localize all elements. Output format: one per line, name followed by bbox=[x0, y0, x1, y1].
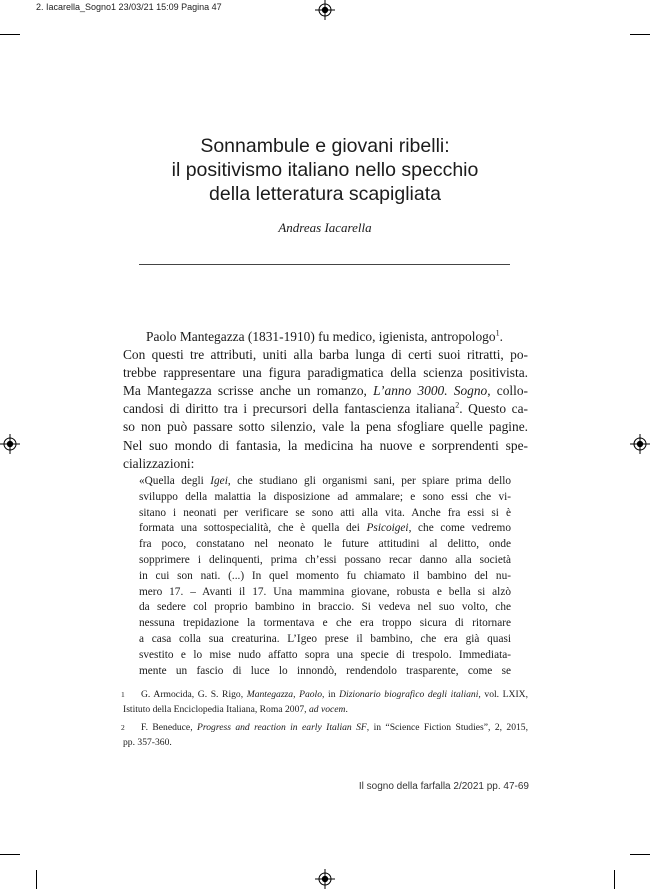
crop-mark bbox=[614, 870, 615, 889]
quote-line: fra poco, constatano nel neonato le future attitudini al delitto, onde bbox=[139, 538, 511, 551]
quote-line: sitano i neonati per verificare se sono atti alla vita. Anche fra essi si è bbox=[139, 506, 511, 519]
quote-line: svestito e lo mise nudo affatto sopra una specie di trespolo. Immediata- bbox=[139, 648, 511, 661]
crop-mark bbox=[630, 34, 650, 35]
quote-line: sopprimere i delinquenti, prima ch’essi possano recar danno alla società bbox=[139, 553, 511, 566]
footnote bbox=[123, 721, 528, 750]
footnote bbox=[123, 688, 528, 717]
text-line: trebbe rappresentare una figura paradigmatica della scienza positivista. bbox=[123, 365, 528, 381]
block-quote bbox=[139, 474, 511, 679]
title-line: il positivismo italiano nello specchio bbox=[171, 159, 479, 181]
print-slug: 2. Iacarella_Sogno1 23/03/21 15:09 Pagina 47 bbox=[36, 2, 222, 12]
footnote-line: F. Beneduce, Progress and reaction in early Italian SF, in “Science Fiction Studies”, 2, 2015, bbox=[141, 722, 528, 733]
footnote-ref: 2 bbox=[455, 400, 460, 410]
footnote-line: G. Armocida, G. S. Rigo, Mantegazza, Paolo, in Dizionario biografico degli italiani, vol. LXIX, bbox=[141, 689, 528, 700]
footnote-line: pp. 357-360. bbox=[123, 736, 172, 748]
registration-mark-icon bbox=[315, 0, 335, 20]
text-line: Nel suo mondo di fantasia, la medicina ha nuove e sorprendenti spe- bbox=[123, 437, 528, 453]
author-name: Andreas Iacarella bbox=[278, 220, 372, 235]
text-line: Ma Mantegazza scrisse anche un romanzo, L’anno 3000. Sogno, collo- bbox=[123, 383, 529, 399]
text-line: Con questi tre attributi, uniti alla barba lunga di certi suoi ritratti, po- bbox=[123, 347, 528, 363]
registration-mark-icon bbox=[630, 434, 650, 454]
registration-mark-icon bbox=[315, 869, 335, 889]
footnote-number: 2 bbox=[121, 723, 125, 732]
article-title bbox=[0, 134, 650, 206]
crop-mark bbox=[36, 870, 37, 889]
quote-line: nessuna trepidazione la tormentava e che era troppo sicura di ritornare bbox=[139, 617, 511, 630]
footnote-line: Istituto della Enciclopedia Italiana, Roma 2007, ad vocem. bbox=[123, 703, 348, 715]
title-divider bbox=[139, 264, 510, 265]
text-line: Paolo Mantegazza (1831-1910) fu medico, igienista, antropologo$^1$. bbox=[146, 328, 503, 344]
quote-line: «Quella degli Igei, che studiano gli organismi sani, per spiare prima dello bbox=[139, 475, 511, 487]
text-line: cializzazioni: bbox=[123, 455, 195, 471]
quote-line: formata una sottospecialità, che è quella dei Psicoigei, che come vedremo bbox=[139, 522, 511, 535]
footnote-number: 1 bbox=[121, 690, 125, 699]
quote-line: in cui son nati. (...) In quel momento fu chiamato il bambino del nu- bbox=[139, 569, 511, 582]
crop-mark bbox=[630, 854, 650, 855]
crop-mark bbox=[0, 34, 20, 35]
title-line: della letteratura scapigliata bbox=[209, 183, 441, 205]
body-paragraph bbox=[123, 328, 528, 473]
registration-mark-icon bbox=[0, 434, 20, 454]
footnotes bbox=[123, 688, 528, 754]
journal-footer: Il sogno della farfalla 2/2021 pp. 47-69 bbox=[358, 781, 529, 792]
text-line: candosi di diritto tra i precursori della fantascienza italiana$^2$. Questo ca- bbox=[123, 400, 528, 417]
quote-line: mente un fascio di luce lo innondò, rendendolo trasparente, come se bbox=[139, 664, 511, 677]
footnote-ref: 1 bbox=[495, 328, 500, 338]
quote-line: da sedere col proprio bambino in braccio. Si vedeva nel suo volto, che bbox=[139, 601, 511, 614]
quote-line: a casa colla sua creaturina. L’Igeo prese il bambino, che era già quasi bbox=[139, 632, 511, 645]
quote-line: mero 17. – Avanti il 17. Una mammina giovane, robusta e bella si alzò bbox=[139, 585, 511, 598]
quote-line: sviluppo della malattia la disposizione ad ammalare; e sono essi che vi- bbox=[139, 490, 511, 503]
crop-mark bbox=[0, 854, 20, 855]
text-line: so non può passare sotto silenzio, vale la pena sfogliare quelle pagine. bbox=[123, 419, 528, 435]
title-line: Sonnambule e giovani ribelli: bbox=[200, 135, 450, 157]
